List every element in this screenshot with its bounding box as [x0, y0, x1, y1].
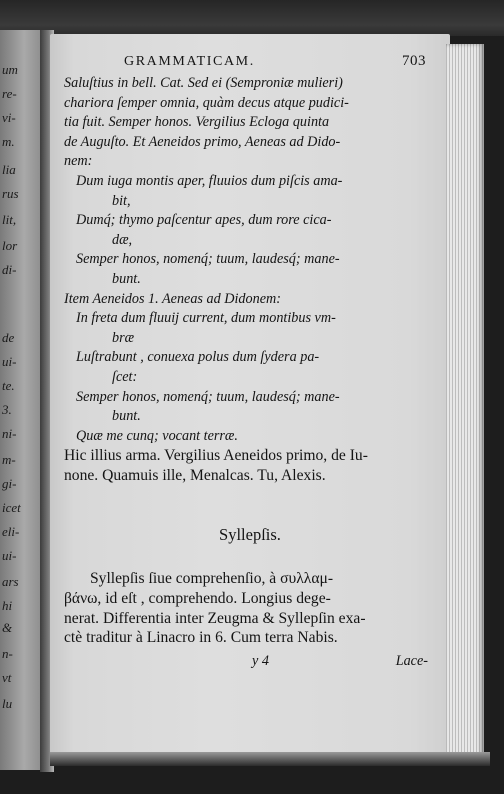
facing-page-fragment: lit,: [2, 212, 17, 227]
text-line: bunt.: [112, 408, 141, 425]
facing-page-fragment: lor: [2, 238, 18, 253]
text-line: de Auguſto. Et Aeneidos primo, Aeneas ad Dido-: [64, 133, 341, 150]
text-line: Luſtrabunt , conuexa polus dum ſydera pa-: [76, 349, 320, 366]
facing-page-fragment: icet: [2, 500, 21, 515]
section-heading: Syllepſis.: [219, 525, 281, 545]
page-text: [64, 52, 436, 672]
facing-page-fragment: n-: [2, 646, 13, 661]
facing-page-fragment: um: [2, 62, 18, 77]
facing-page-fragment: di-: [2, 262, 17, 277]
text-line: dæ,: [112, 231, 133, 248]
text-line: Semper honos, nomenq́; tuum, laudesq́; mane-: [76, 388, 340, 405]
text-line: βάνω, id eſt , comprehendo. Longius dege-: [64, 590, 331, 608]
facing-page-fragment: 3.: [2, 402, 12, 417]
text-line: ctè traditur à Linacro in 6. Cum terra Nabis.: [64, 629, 338, 647]
text-line: bit,: [112, 192, 131, 209]
page-number: 703: [402, 53, 426, 69]
text-line: Hic illius arma. Vergilius Aeneidos primo, de Iu-: [64, 447, 368, 465]
facing-page-fragment: te.: [2, 378, 15, 393]
page-edges: [446, 44, 484, 756]
text-line: none. Quamuis ille, Menalcas. Tu, Alexis.: [64, 466, 326, 484]
facing-page-fragment: lu: [2, 696, 13, 711]
text-line: nem:: [64, 153, 93, 170]
text-line: In freta dum fluuij current, dum montibus vm-: [76, 310, 336, 327]
facing-page-fragment: m-: [2, 452, 16, 467]
page-footer: [64, 652, 436, 672]
text-line: tia fuit. Semper honos. Vergilius Ecloga quinta: [64, 114, 330, 131]
text-line: ſcet:: [112, 368, 138, 385]
text-line: nerat. Differentia inter Zeugma & Syllepſin exa-: [64, 609, 366, 627]
running-head: [124, 52, 436, 74]
facing-page-fragment: &: [2, 620, 13, 635]
facing-page-fragment: ui-: [2, 548, 17, 563]
facing-page-edge: [0, 30, 44, 770]
text-line: bræ: [112, 329, 135, 346]
text-line: chariora ſemper omnia, quàm decus atque pudici-: [64, 94, 349, 111]
signature-mark: y 4: [252, 652, 269, 669]
facing-page-fragment: lia: [2, 162, 16, 177]
text-block-syllepsis: [64, 569, 436, 647]
facing-page-fragment: eli-: [2, 524, 20, 539]
facing-page-fragment: re-: [2, 86, 17, 101]
facing-page-fragment: hi: [2, 598, 13, 613]
facing-page-fragment: gi-: [2, 476, 17, 491]
facing-page-fragment: de: [2, 330, 15, 345]
text-line: Saluſtius in bell. Cat. Sed ei (Semproniæ mulieri): [64, 75, 343, 91]
facing-page-fragment: vt: [2, 670, 12, 685]
text-line: Syllepſis ſiue comprehenſio, à συλλαμ-: [90, 570, 334, 588]
facing-page-fragment: rus: [2, 186, 19, 201]
binding-top: [0, 0, 504, 36]
running-head-title: GRAMMATICAM.: [124, 54, 255, 69]
facing-page-fragment: ni-: [2, 426, 17, 441]
text-line: Dum iuga montis aper, fluuios dum piſcis ama-: [76, 172, 343, 189]
catchword: Lace-: [395, 652, 428, 669]
text-line: Quæ me cunq; vocant terræ.: [76, 427, 238, 444]
text-block-quotations: [64, 74, 436, 485]
facing-page-fragment: vi-: [2, 110, 16, 125]
text-line: Dumq́; thymo paſcentur apes, dum rore cica-: [76, 212, 332, 229]
facing-page-fragment: ui-: [2, 354, 17, 369]
text-line: Semper honos, nomenq́; tuum, laudesq́; mane-: [76, 251, 340, 268]
facing-page-fragment: ars: [2, 574, 19, 589]
text-line: Item Aeneidos 1. Aeneas ad Didonem:: [64, 290, 281, 307]
facing-page-fragment: m.: [2, 134, 15, 149]
page-bottom-edge: [50, 752, 490, 766]
text-line: bunt.: [112, 270, 141, 287]
